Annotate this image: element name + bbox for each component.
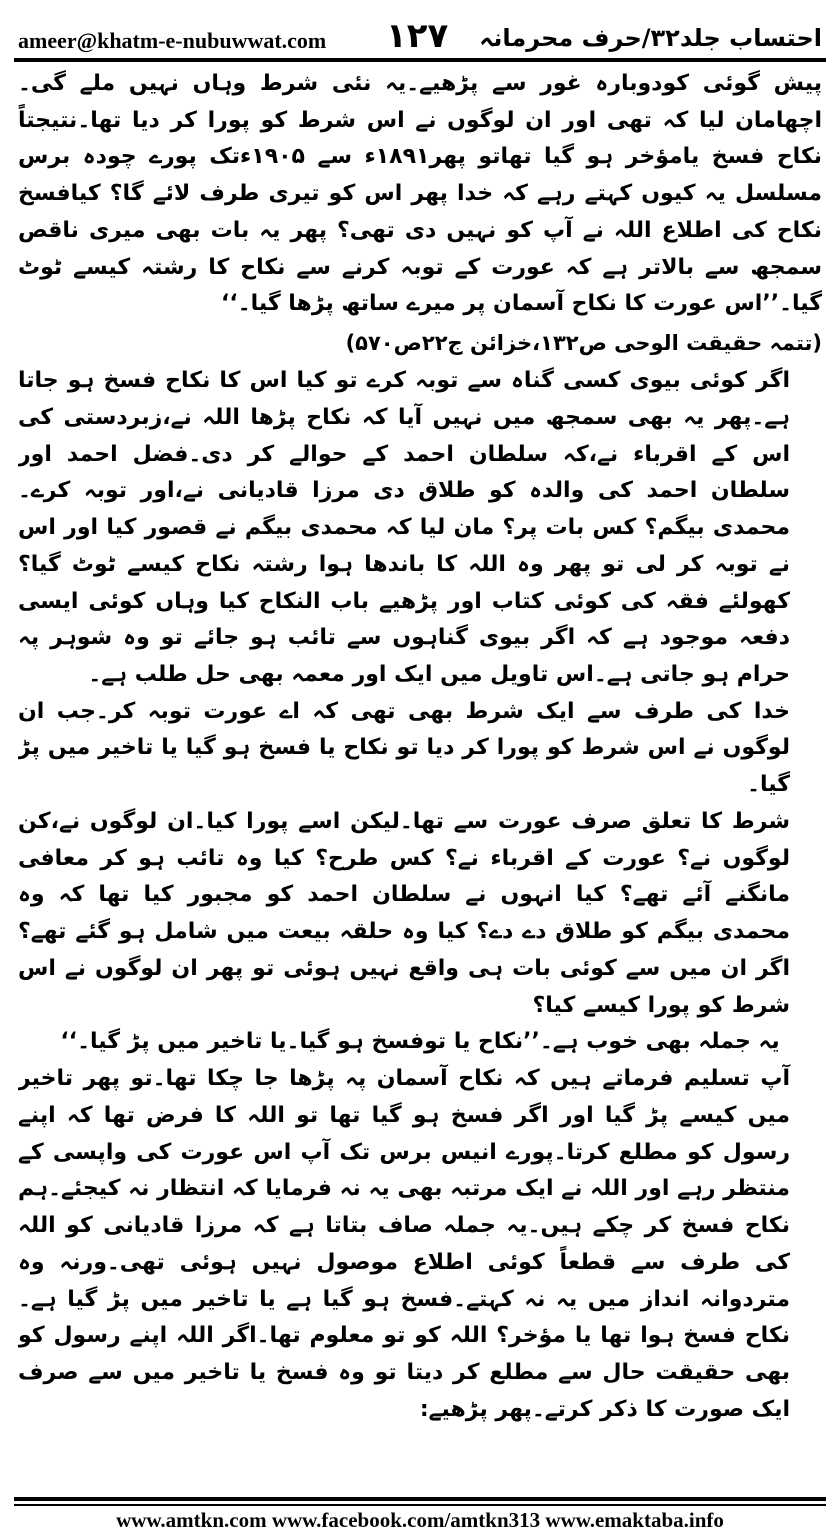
header-email: ameer@khatm-e-nubuwwat.com <box>18 28 327 53</box>
running-title: احتساب جلد۳۲/حرف محرمانہ <box>479 24 822 52</box>
paragraph: شرط کا تعلق صرف عورت سے تھا۔لیکن اسے پورا کیا۔ان لوگوں نے،کن لوگوں نے؟ عورت کے اقرباء نے؟ کس طرح؟ کیا وہ تائب ہو کر معافی مانگنے آئے تھے؟ کیا انہوں نے سلطان احمد کو مجبور کیا تھا کہ وہ محمدی بیگم کو طلاق دے دے؟ کیا وہ حلقہ بیعت میں شامل ہو گئے تھے؟ اگر ان میں سے کوئی بات ہی واقع نہیں ہوئی تو پھر ان لوگوں نے اس شرط کو پورا کیسے کیا؟ <box>18 808 790 1018</box>
footer-links: www.amtkn.com www.facebook.com/amtkn313 www.emaktaba.info <box>116 1508 724 1532</box>
page-number: ۱۲۷ <box>386 16 449 56</box>
quoted-sentence: یہ جملہ بھی خوب ہے۔’’نکاح یا توفسخ ہو گیا۔یا تاخیر میں پڑ گیا۔‘‘ <box>60 1029 780 1055</box>
reference-citation: (تتمہ حقیقت الوحی ص۱۳۲،خزائن ج۲۲ص۵۷۰) <box>345 331 822 356</box>
paragraph: پیش گوئی کودوبارہ غور سے پڑھیے۔یہ نئی شرط وہاں نہیں ملے گی۔ اچھامان لیا کہ تھی اور ان لوگوں نے اس شرط کو پورا کر دیا تھا۔نتیجتاً نکاح فسخ یامؤخر ہو گیا تھاتو پھر۱۸۹۱ء سے ۱۹۰۵ءتک پورے چودہ برس مسلسل یہ کیوں کہتے رہے کہ خدا پھر اس کو تیری طرف لائے گا؟ کیافسخ نکاح کی اطلاع اللہ نے آپ کو نہیں دی تھی؟ پھر یہ بات بھی میری ناقص سمجھ سے بالاتر ہے کہ عورت کے توبہ کرنے سے نکاح کا رشتہ کیسے ٹوٹ گیا۔’’اس عورت کا نکاح آسمان پر میرے ساتھ پڑھا گیا۔‘‘ <box>18 71 822 317</box>
paragraph: خدا کی طرف سے ایک شرط بھی تھی کہ اے عورت توبہ کر۔جب ان لوگوں نے اس شرط کو پورا کر دیا تو نکاح یا فسخ ہو گیا یا تاخیر میں پڑ گیا۔ <box>18 698 790 798</box>
paragraph: اگر کوئی بیوی کسی گناہ سے توبہ کرے تو کیا اس کا نکاح فسخ ہو جاتا ہے۔پھر یہ بھی سمجھ میں نہیں آیا کہ نکاح پڑھا اللہ نے،زبردستی کی اس کے اقرباء نے،کہ سلطان احمد کے حوالے کر دی۔فضل احمد اور سلطان احمد کی والدہ کو طلاق دی مرزا قادیانی نے،اور توبہ کرے۔محمدی بیگم؟ کس بات پر؟ مان لیا کہ محمدی بیگم نے قصور کیا اور اس نے توبہ کر لی تو پھر وہ اللہ کا باندھا ہوا رشتہ نکاح کیسے ٹوٹ گیا؟ کھولئے فقہ کی کوئی کتاب اور پڑھیے باب النکاح کیا وہاں کوئی ایسی دفعہ موجود ہے کہ اگر بیوی گناہوں سے تائب ہو جائے تو وہ شوہر پہ حرام ہو جاتی ہے۔اس تاویل میں ایک اور معمہ بھی حل طلب ہے۔ <box>18 368 790 688</box>
footer-rule-thin <box>14 1504 826 1506</box>
paragraph: آپ تسلیم فرماتے ہیں کہ نکاح آسمان پہ پڑھا جا چکا تھا۔تو پھر تاخیر میں کیسے پڑ گیا اور اگر فسخ ہو گیا تھا تو اللہ کا فرض تھا کہ اپنے رسول کو مطلع کرتا۔پورے انیس برس تک آپ اس عورت کی واپسی کے منتظر رہے اور اللہ نے ایک مرتبہ بھی یہ نہ فرمایا کہ انتظار نہ کیجئے۔ہم نکاح فسخ کر چکے ہیں۔یہ جملہ صاف بتاتا ہے کہ مرزا قادیانی کو اللہ کی طرف سے قطعاً کوئی اطلاع موصول نہیں ہوئی تھی۔ورنہ وہ متردوانہ انداز میں یہ نہ کہتے۔فسخ ہو گیا ہے یا تاخیر میں پڑ گیا ہے۔نکاح فسخ ہوا تھا یا مؤخر؟ اللہ کو تو معلوم تھا۔اگر اللہ اپنے رسول کو بھی حقیقت حال سے مطلع کر دیتا تو وہ فسخ یا تاخیر میں سے صرف ایک صورت کا ذکر کرتے۔پھر پڑھیے: <box>18 1066 790 1422</box>
footer-rule <box>14 1497 826 1501</box>
page-header <box>18 8 822 58</box>
body-text <box>18 66 822 1466</box>
header-rule <box>14 58 826 62</box>
